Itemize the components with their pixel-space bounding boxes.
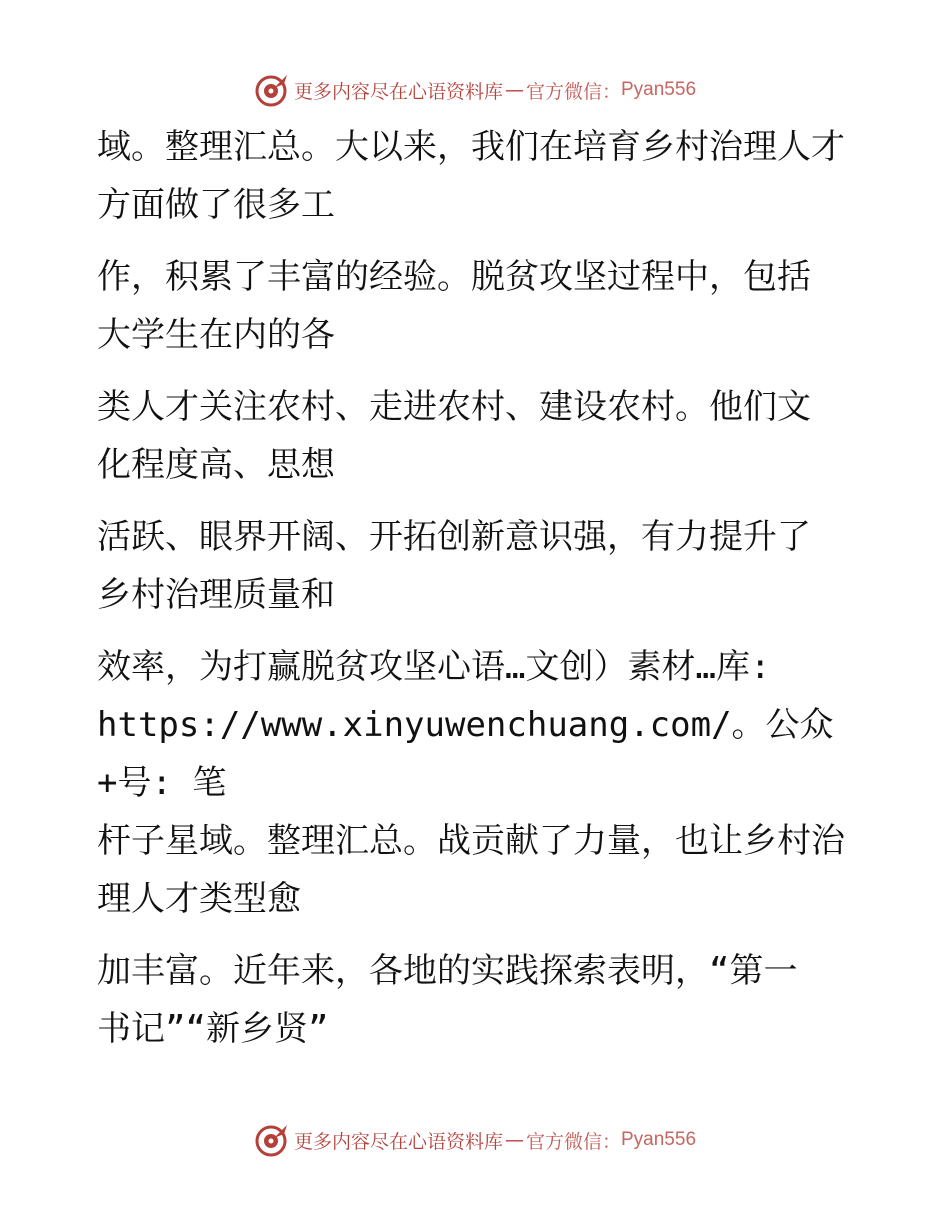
text-line: 作，积累了丰富的经验。脱贫攻坚过程中，包括 xyxy=(97,257,811,297)
quill-logo-icon xyxy=(254,72,290,108)
text-line: 活跃、眼界开阔、开拓创新意识强，有力提升了 xyxy=(97,517,811,557)
banner-wechat-id: Pyan556 xyxy=(621,79,697,100)
text-line: 类人才关注农村、走进农村、建设农村。他们文 xyxy=(97,387,811,427)
text-line: 效率，为打赢脱贫攻坚心语…文创）素材…库: xyxy=(97,647,771,687)
text-line: 理人才类型愈 xyxy=(97,879,301,919)
paragraph xyxy=(97,508,857,624)
paragraph xyxy=(97,378,857,494)
header-banner xyxy=(0,68,950,112)
quill-logo-icon xyxy=(254,1122,290,1158)
banner-text: 更多内容尽在心语资料库 xyxy=(293,80,503,103)
text-line: 大学生在内的各 xyxy=(97,315,335,355)
banner-wechat-id: Pyan556 xyxy=(621,1129,697,1150)
banner-text: 更多内容尽在心语资料库 xyxy=(293,1130,503,1153)
text-line: 乡村治理质量和 xyxy=(97,575,335,615)
banner-wechat-label: 官方微信： xyxy=(525,1130,621,1153)
footer-banner xyxy=(0,1118,950,1162)
banner-wechat-label: 官方微信： xyxy=(525,80,621,103)
paragraph xyxy=(97,638,857,928)
body-text xyxy=(97,118,857,1072)
banner-separator: — xyxy=(504,79,524,101)
paragraph xyxy=(97,118,857,234)
text-line: 杆子星域。整理汇总。战贡献了力量，也让乡村治 xyxy=(97,821,845,861)
text-line: 方面做了很多工 xyxy=(97,185,335,225)
text-line: 书记”“新乡贤” xyxy=(97,1009,329,1049)
paragraph xyxy=(97,942,857,1058)
text-line: https://www.xinyuwenchuang.com/。公众+号: 笔 xyxy=(97,705,834,803)
paragraph xyxy=(97,248,857,364)
banner-separator: — xyxy=(504,1129,524,1151)
text-line: 化程度高、思想 xyxy=(97,445,335,485)
text-line: 域。整理汇总。大以来，我们在培育乡村治理人才 xyxy=(97,127,845,167)
text-line: 加丰富。近年来，各地的实践探索表明，“第一 xyxy=(97,951,798,991)
